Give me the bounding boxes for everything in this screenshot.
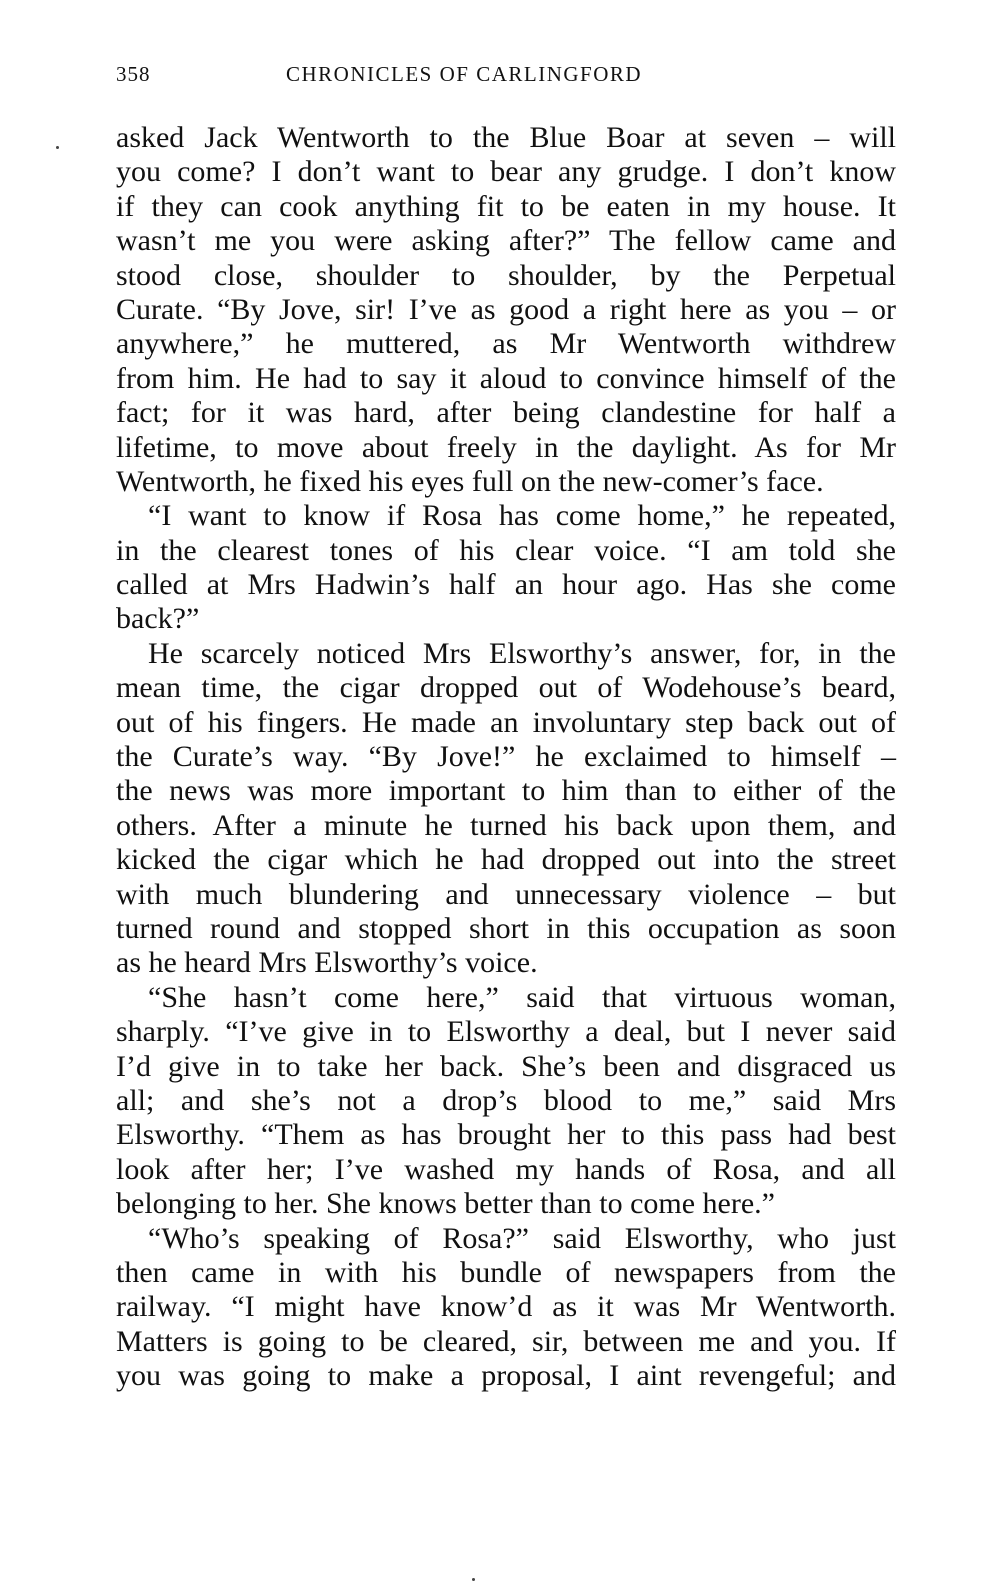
text-line: then came in with his bundle of newspapers from the xyxy=(116,1255,896,1289)
text-line: Curate. “By Jove, sir! I’ve as good a right here as you – or xyxy=(116,292,896,326)
running-head xyxy=(116,62,896,92)
text-line: if they can cook anything fit to be eaten in my house. It xyxy=(116,189,896,223)
text-line: look after her; I’ve washed my hands of Rosa, and all xyxy=(116,1152,896,1186)
text-line: “Who’s speaking of Rosa?” said Elsworthy, who just xyxy=(148,1221,896,1255)
text-line: wasn’t me you were asking after?” The fellow came and xyxy=(116,224,896,258)
running-title: CHRONICLES OF CARLINGFORD xyxy=(286,62,643,86)
text-line: in the clearest tones of his clear voice. “I am told she xyxy=(116,533,896,567)
text-line: anywhere,” he muttered, as Mr Wentworth withdrew xyxy=(116,327,896,361)
text-line: you was going to make a proposal, I aint revengeful; and xyxy=(116,1359,896,1393)
text-line: from him. He had to say it aloud to convince himself of the xyxy=(116,361,896,395)
text-line: stood close, shoulder to shoulder, by the Perpetual xyxy=(116,258,896,292)
text-line: “I want to know if Rosa has come home,” he repeated, xyxy=(148,499,896,533)
text-line: railway. “I might have know’d as it was Mr Wentworth. xyxy=(116,1290,896,1324)
text-line: with much blundering and unnecessary violence – but xyxy=(116,877,896,911)
text-line: as he heard Mrs Elsworthy’s voice. xyxy=(116,946,538,980)
text-line: asked Jack Wentworth to the Blue Boar at seven – will xyxy=(116,121,896,154)
text-line: called at Mrs Hadwin’s half an hour ago. Has she come xyxy=(116,568,896,602)
text-line: out of his fingers. He made an involuntary step back out of xyxy=(116,705,896,739)
text-line: sharply. “I’ve give in to Elsworthy a deal, but I never said xyxy=(116,1015,896,1049)
text-line: “She hasn’t come here,” said that virtuous woman, xyxy=(148,980,896,1014)
text-line: the Curate’s way. “By Jove!” he exclaimed to himself – xyxy=(116,740,896,774)
page-number: 358 xyxy=(116,62,151,86)
bottom-mark xyxy=(472,1578,475,1581)
text-line: Matters is going to be cleared, sir, between me and you. If xyxy=(116,1324,896,1358)
text-line: the news was more important to him than to either of the xyxy=(116,774,896,808)
text-line: Elsworthy. “Them as has brought her to this pass had best xyxy=(116,1118,896,1152)
text-line: lifetime, to move about freely in the daylight. As for Mr xyxy=(116,430,896,464)
text-line: Wentworth, he fixed his eyes full on the new-comer’s face. xyxy=(116,464,824,498)
margin-mark xyxy=(56,146,59,149)
text-line: kicked the cigar which he had dropped out into the street xyxy=(116,843,896,877)
text-line: you come? I don’t want to bear any grudge. I don’t know xyxy=(116,155,896,189)
text-line: He scarcely noticed Mrs Elsworthy’s answer, for, in the xyxy=(148,636,896,670)
text-line: belonging to her. She knows better than to come here.” xyxy=(116,1187,775,1221)
text-line: mean time, the cigar dropped out of Wodehouse’s beard, xyxy=(116,671,896,705)
text-line: turned round and stopped short in this occupation as soon xyxy=(116,911,896,945)
text-line: I’d give in to take her back. She’s been and disgraced us xyxy=(116,1049,896,1083)
text-line: back?” xyxy=(116,602,200,636)
text-line: all; and she’s not a drop’s blood to me,” said Mrs xyxy=(116,1083,896,1117)
text-line: fact; for it was hard, after being clandestine for half a xyxy=(116,396,896,430)
text-line: others. After a minute he turned his back upon them, and xyxy=(116,808,896,842)
body-text xyxy=(116,121,896,1393)
